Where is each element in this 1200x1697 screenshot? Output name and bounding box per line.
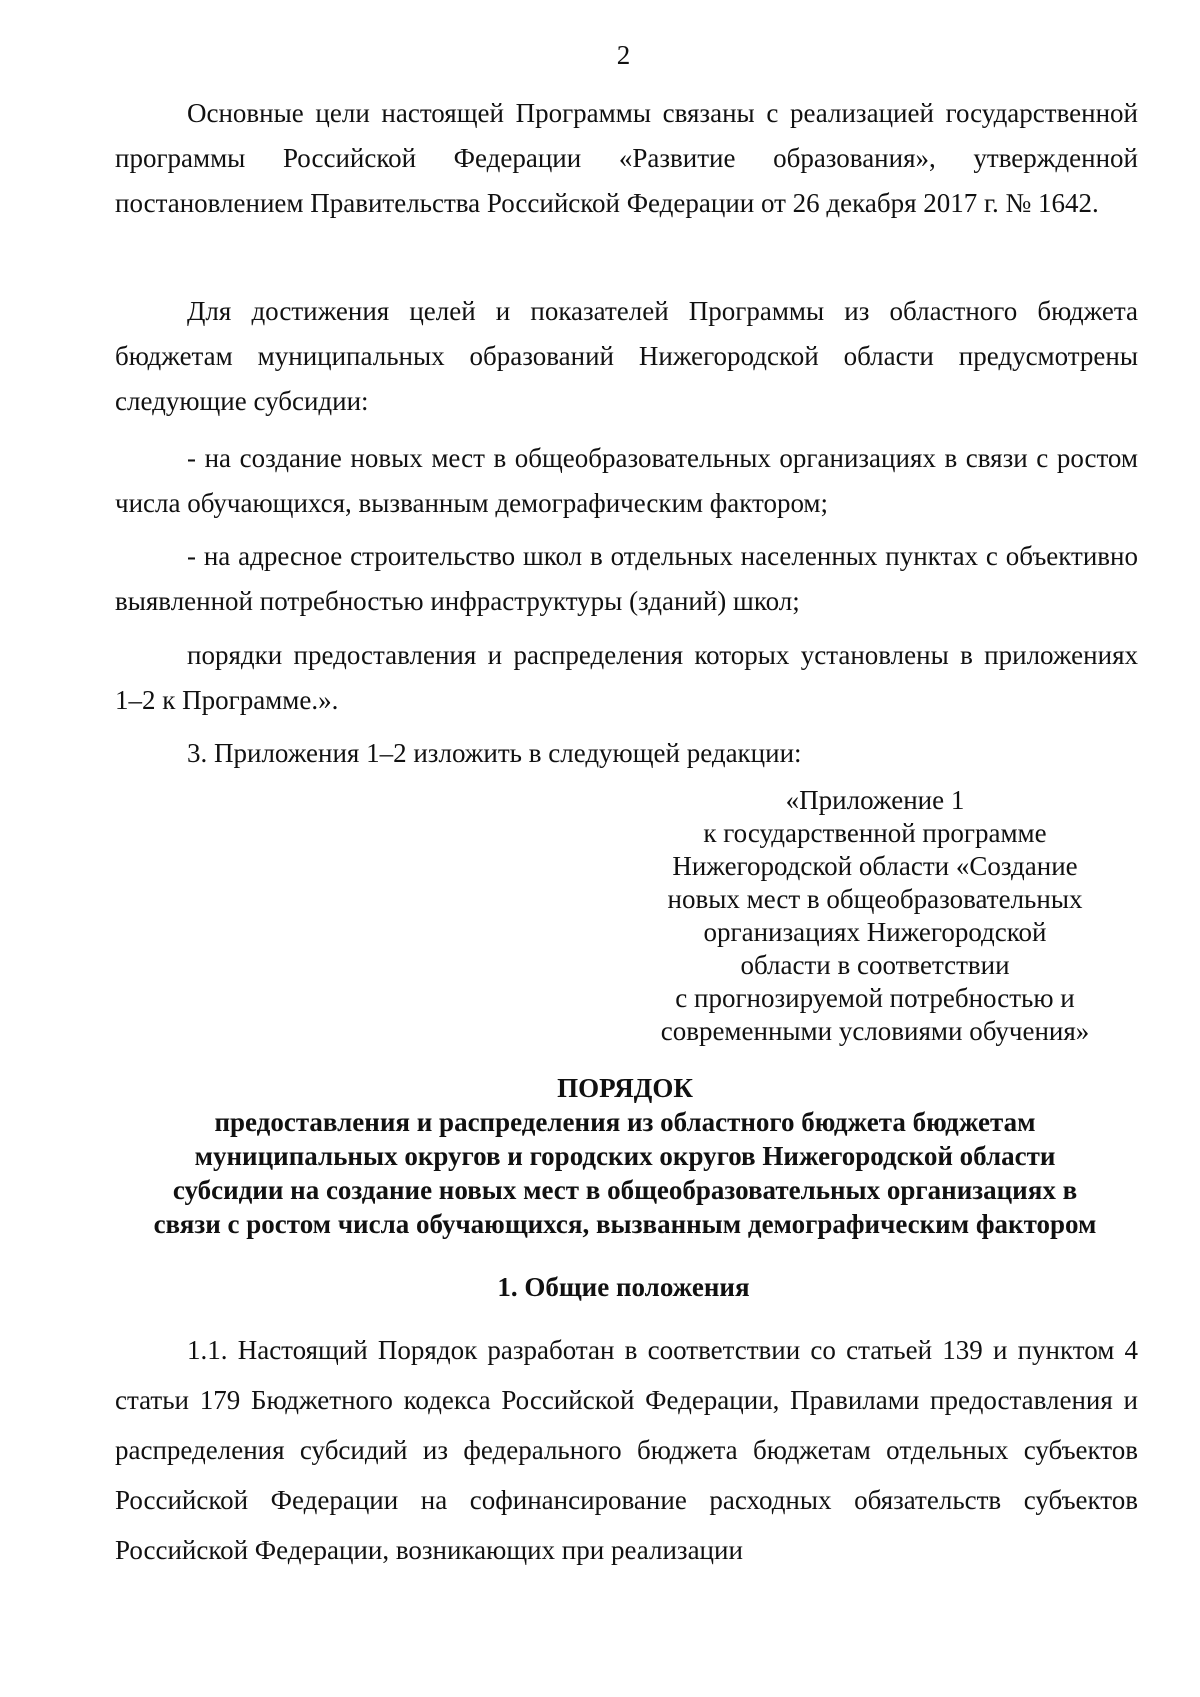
appendix-line: современными условиями обучения»: [660, 1016, 1090, 1046]
appendix-line: к государственной программе: [703, 818, 1047, 848]
page-number: 2: [616, 40, 631, 70]
appendix-line: с прогнозируемой потребностью и: [675, 983, 1075, 1013]
appendix-line: Нижегородской области «Создание: [672, 851, 1078, 881]
appendix-reference: [640, 784, 1110, 1048]
document-title: [100, 1071, 1150, 1241]
appendix-line: «Приложение 1: [785, 785, 965, 815]
title-line: связи с ростом числа обучающихся, вызванным демографическим фактором: [153, 1209, 1097, 1239]
paragraph-1-1: 1.1. Настоящий Порядок разработан в соответствии со статьей 139 и пунктом 4 статьи 179 Бюджетного кодекса Российской Федерации, Правилами предоставления и распределения субсидий из федерального бюджета бюджетам отдельных субъектов Российской Федерации на софинансирование расходных обязательств субъектов Российской Федерации, возникающих при реализации: [115, 1335, 1138, 1565]
paragraph-goals: Основные цели настоящей Программы связаны с реализацией государственной программы Российской Федерации «Развитие образования», утвержденной постановлением Правительства Российской Федерации от 26 декабря 2017 г. № 1642.: [115, 98, 1138, 218]
title-line: субсидии на создание новых мест в общеобразовательных организациях в: [172, 1175, 1078, 1205]
title-line: муниципальных округов и городских округов Нижегородской области: [194, 1141, 1056, 1171]
paragraph-subsidies-intro: Для достижения целей и показателей Программы из областного бюджета бюджетам муниципальных образований Нижегородской области предусмотрены следующие субсидии:: [115, 296, 1138, 416]
appendix-line: организациях Нижегородской: [703, 917, 1047, 947]
paragraph-procedures: порядки предоставления и распределения которых установлены в приложениях 1–2 к Программе.».: [115, 640, 1138, 715]
paragraph-point-3: 3. Приложения 1–2 изложить в следующей редакции:: [187, 738, 802, 768]
title-line: предоставления и распределения из областного бюджета бюджетам: [214, 1107, 1036, 1137]
section-heading: 1. Общие положения: [497, 1272, 750, 1302]
list-item-new-places: - на создание новых мест в общеобразовательных организациях в связи с ростом числа обучающихся, вызванным демографическим фактором;: [115, 443, 1138, 518]
title-heading: ПОРЯДОК: [557, 1073, 693, 1103]
list-item-school-construction: - на адресное строительство школ в отдельных населенных пунктах с объективно выявленной потребностью инфраструктуры (зданий) школ;: [115, 541, 1138, 616]
appendix-line: новых мест в общеобразовательных: [667, 884, 1083, 914]
appendix-line: области в соответствии: [740, 950, 1010, 980]
